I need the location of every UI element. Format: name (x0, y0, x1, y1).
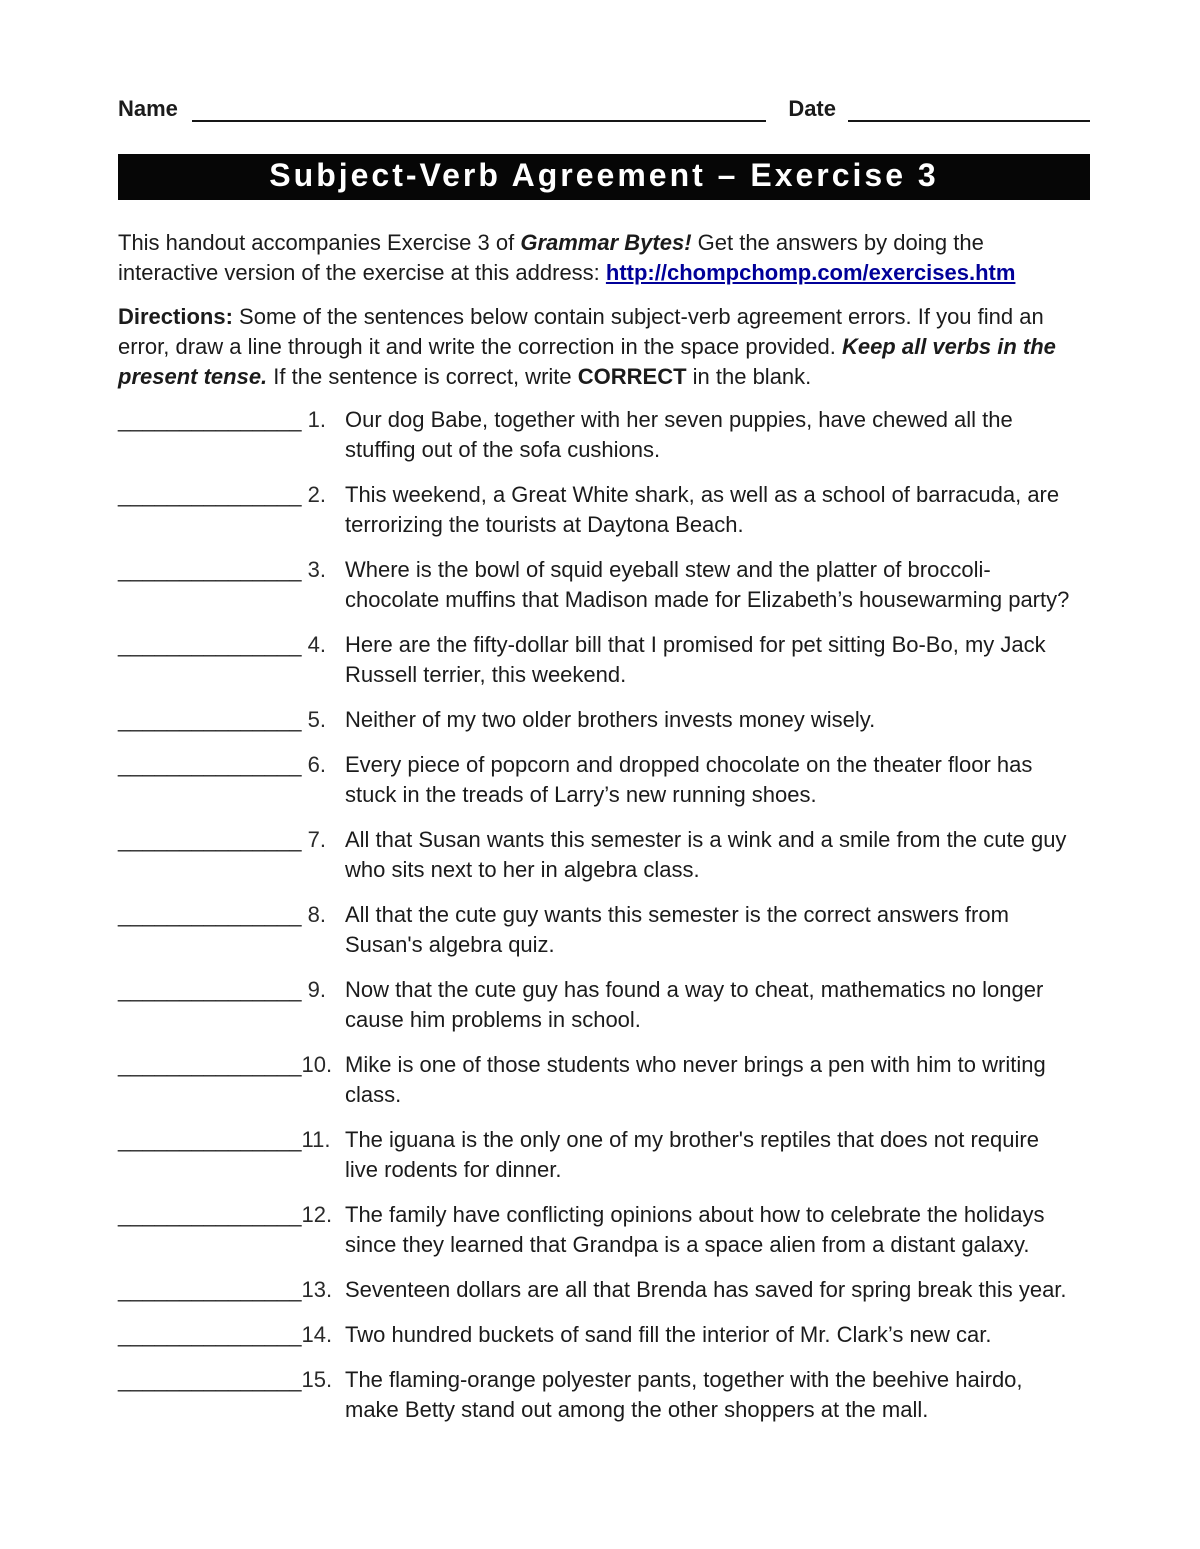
answer-blank-and-number (118, 405, 345, 465)
exercise-link[interactable]: http://chompchomp.com/exercises.htm (605, 260, 1016, 285)
answer-blank-and-number (118, 555, 345, 615)
question-text: All that the cute guy wants this semester is the correct answers from Susan's algebra quiz. (345, 902, 1009, 957)
question-list (118, 405, 1090, 1425)
answer-blank: _______________ (118, 1322, 302, 1347)
answer-blank: _______________ (118, 407, 302, 432)
question-text: Mike is one of those students who never brings a pen with him to writing class. (345, 1052, 1046, 1107)
question-item (118, 1050, 1090, 1110)
answer-blank: _______________ (118, 707, 302, 732)
answer-blank: _______________ (118, 1367, 302, 1392)
answer-blank: _______________ (118, 827, 302, 852)
question-text: The family have conflicting opinions about how to celebrate the holidays since they learned that Grandpa is a space alien from a distant galaxy. (345, 1202, 1045, 1257)
answer-blank-and-number (118, 1200, 345, 1260)
answer-blank: _______________ (118, 1202, 302, 1227)
question-number: 11. (301, 1127, 331, 1152)
question-number: 1. (301, 407, 326, 432)
grammar-bytes-brand: Grammar Bytes! (520, 230, 692, 255)
directions-emphasis: Keep all verbs in the present tense. (118, 334, 1056, 389)
question-number: 3. (301, 557, 326, 582)
question-item (118, 1125, 1090, 1185)
question-item (118, 1200, 1090, 1260)
answer-blank-and-number (118, 1125, 345, 1185)
question-text: This weekend, a Great White shark, as well as a school of barracuda, are terrorizing the tourists at Daytona Beach. (345, 482, 1060, 537)
answer-blank: _______________ (118, 632, 302, 657)
question-number: 10. (301, 1052, 333, 1077)
question-number: 12. (301, 1202, 333, 1227)
answer-blank: _______________ (118, 557, 302, 582)
date-label: Date (788, 96, 836, 121)
question-item (118, 900, 1090, 960)
question-text: Now that the cute guy has found a way to cheat, mathematics no longer cause him problems in school. (345, 977, 1044, 1032)
question-number: 14. (301, 1322, 333, 1347)
question-number: 8. (301, 902, 326, 927)
question-number: 6. (301, 752, 326, 777)
directions-paragraph (118, 302, 1066, 392)
directions-text-2: If the sentence is correct, write (267, 364, 578, 389)
answer-blank-and-number (118, 1050, 345, 1110)
question-item (118, 1320, 1090, 1350)
answer-blank-and-number (118, 1365, 345, 1425)
question-number: 2. (301, 482, 326, 507)
answer-blank-and-number (118, 705, 345, 735)
answer-blank-and-number (118, 825, 345, 885)
question-item (118, 750, 1090, 810)
intro-paragraph (118, 228, 1066, 288)
answer-blank-and-number (118, 1320, 345, 1350)
question-text: Where is the bowl of squid eyeball stew and the platter of broccoli-chocolate muffins that Madison made for Elizabeth’s housewarming party? (345, 557, 1070, 612)
question-text: Every piece of popcorn and dropped chocolate on the theater floor has stuck in the treads of Larry’s new running shoes. (345, 752, 1033, 807)
answer-blank-and-number (118, 750, 345, 810)
question-text: Seventeen dollars are all that Brenda has saved for spring break this year. (345, 1277, 1067, 1302)
question-item (118, 405, 1090, 465)
question-item (118, 1275, 1090, 1305)
answer-blank: _______________ (118, 1127, 302, 1152)
question-item (118, 555, 1090, 615)
question-item (118, 825, 1090, 885)
answer-blank-and-number (118, 630, 345, 690)
date-blank-line (848, 96, 1090, 122)
answer-blank: _______________ (118, 902, 302, 927)
question-item (118, 1365, 1090, 1425)
answer-blank: _______________ (118, 977, 302, 1002)
question-text: Here are the fifty-dollar bill that I promised for pet sitting Bo-Bo, my Jack Russell terrier, this weekend. (345, 632, 1046, 687)
directions-text-3: in the blank. (686, 364, 812, 389)
question-text: Our dog Babe, together with her seven puppies, have chewed all the stuffing out of the sofa cushions. (345, 407, 1013, 462)
answer-blank-and-number (118, 1275, 345, 1305)
name-label: Name (118, 96, 178, 121)
question-number: 5. (301, 707, 326, 732)
question-number: 4. (301, 632, 326, 657)
question-item (118, 630, 1090, 690)
question-number: 9. (301, 977, 326, 1002)
question-number: 7. (301, 827, 326, 852)
question-number: 13. (301, 1277, 333, 1302)
directions-keyword: CORRECT (577, 364, 687, 389)
answer-blank: _______________ (118, 482, 302, 507)
answer-blank-and-number (118, 975, 345, 1035)
name-blank-line (192, 96, 766, 122)
question-item (118, 480, 1090, 540)
name-date-row (118, 96, 1090, 122)
title-banner (118, 154, 1090, 200)
question-text: Neither of my two older brothers invests money wisely. (345, 707, 876, 732)
question-text: The flaming-orange polyester pants, together with the beehive hairdo, make Betty stand out among the other shoppers at the mall. (345, 1367, 1023, 1422)
directions-label: Directions: (118, 304, 233, 329)
answer-blank-and-number (118, 900, 345, 960)
page-title: Subject-Verb Agreement – Exercise 3 (269, 157, 939, 193)
intro-middle-text: Get the answers by doing the interactive version of the exercise at this address: (118, 230, 984, 285)
answer-blank: _______________ (118, 1052, 302, 1077)
question-text: All that Susan wants this semester is a wink and a smile from the cute guy who sits next to her in algebra class. (345, 827, 1067, 882)
question-number: 15. (301, 1367, 333, 1392)
answer-blank-and-number (118, 480, 345, 540)
intro-lead-text: This handout accompanies Exercise 3 of (118, 230, 521, 255)
question-text: The iguana is the only one of my brother's reptiles that does not require live rodents for dinner. (345, 1127, 1039, 1182)
answer-blank: _______________ (118, 752, 302, 777)
answer-blank: _______________ (118, 1277, 302, 1302)
question-text: Two hundred buckets of sand fill the interior of Mr. Clark’s new car. (345, 1322, 992, 1347)
directions-text-1: Some of the sentences below contain subject-verb agreement errors. If you find an error, draw a line through it and write the correction in the space provided. (118, 304, 1044, 359)
question-item (118, 975, 1090, 1035)
question-item (118, 705, 1090, 735)
